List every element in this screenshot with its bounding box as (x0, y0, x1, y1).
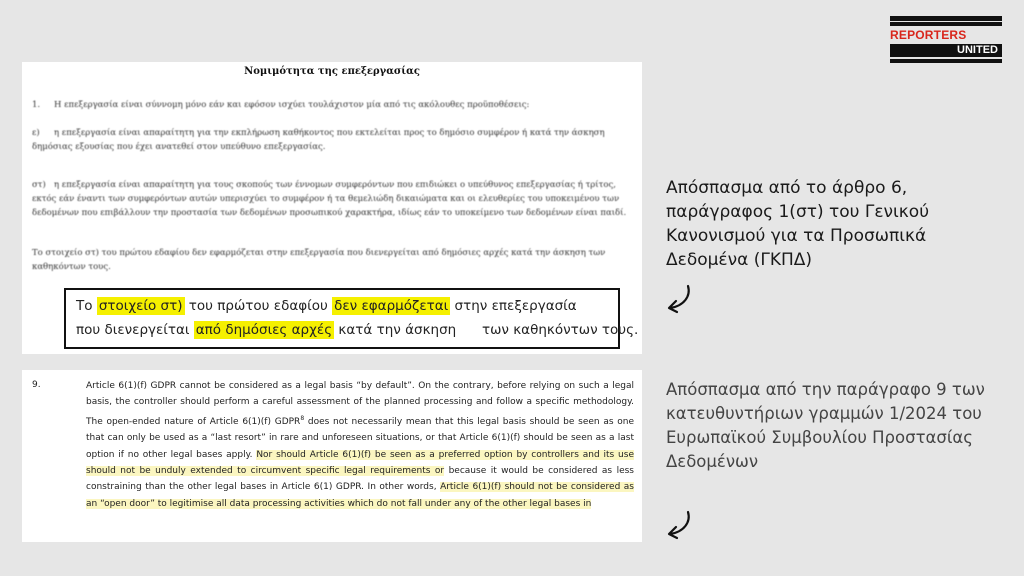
excerpt-title: Νομιμότητα της επεξεργασίας (244, 66, 420, 77)
paragraph-text: Το στοιχείο στ) του πρώτου εδαφίου δεν εφαρμόζεται στην επεξεργασία που διενεργείται από δημόσιες αρχές κατά την άσκηση των καθηκόντων τους. (32, 248, 606, 272)
zoom-text: στην επεξεργασία (450, 298, 577, 314)
zoom-text: που διενεργείται (76, 322, 194, 338)
curved-arrow-down-left-icon (664, 282, 698, 316)
zoom-line-2 (76, 322, 638, 338)
gdpr-article-excerpt (22, 62, 642, 354)
zoom-text: του πρώτου εδαφίου (184, 298, 333, 314)
edpb-guidelines-excerpt (22, 370, 642, 542)
logo-stripe (890, 59, 1002, 63)
paragraph-text: Η επεξεργασία είναι σύννομη μόνο εάν και εφόσον ισχύει τουλάχιστον μία από τις ακόλουθες προϋποθέσεις: (54, 100, 530, 110)
paragraph-number: ε) (32, 128, 40, 138)
paragraph-number: στ) (32, 180, 46, 190)
logo-text-reporters: REPORTERS (890, 28, 967, 42)
logo-text-united: UNITED (890, 44, 1002, 57)
paragraph-st (32, 178, 632, 220)
paragraph-e (32, 126, 632, 154)
zoom-text: κατά την άσκηση των καθηκόντων τους. (334, 322, 639, 338)
footnote-marker: 8 (300, 414, 305, 422)
plain-text: because it would be considered as less constraining than the other legal bases in Article 6(1) GDPR. In other words, (86, 466, 634, 493)
paragraph-1 (32, 98, 632, 112)
paragraph-text: η επεξεργασία είναι απαραίτητη για τους σκοπούς των έννομων συμφερόντων που επιδιώκει ο υπεύθυνος επεξεργασίας ή τρίτος, εκτός εάν έναντι των συμφερόντων αυτών υπερισχύει το συμφέρον ή τα θεμελιώδη δικαιώματα και οι ελευθερίες του υποκειμένου των δεδομένων που επιβάλλουν την προστασία των δεδομένων προσωπικού χαρακτήρα, ιδίως εάν το υποκείμενο των δεδομένων είναι παιδί. (32, 180, 627, 218)
caption-edpb: Απόσπασμα από την παράγραφο 9 των κατευθυντήριων γραμμών 1/2024 του Ευρωπαϊκού Συμβουλίου Προστασίας Δεδομένων (666, 380, 985, 471)
paragraph-text (86, 378, 634, 512)
zoom-highlight: δεν εφαρμόζεται (334, 298, 449, 314)
zoomed-highlight-box (64, 288, 639, 349)
reporters-united-logo (890, 16, 1002, 66)
zoom-text: Το (76, 298, 97, 314)
caption-gdpr: Απόσπασμα από το άρθρο 6, παράγραφος 1(στ) του Γενικού Κανονισμού για τα Προσωπικά Δεδομένα (ΓΚΠΔ) (666, 178, 930, 270)
curved-arrow-down-left-icon (664, 508, 698, 542)
paragraph-number: 1. (32, 100, 41, 110)
plain-text: Article 6(1)(f) GDPR cannot be considered as a legal basis “by default”. On the contrary, before relying on such a legal basis, the controller should perform a careful assessment of the planned processing and follow a specific methodology. The open-ended nature of Article 6(1)(f) GDPR (86, 381, 634, 427)
paragraph-number: 9. (32, 380, 41, 390)
highlighted-text: Nor should Article 6(1)(f) be seen as a preferred option by controllers and its use should not be unduly extended to circumvent specific legal requirements or (86, 449, 634, 477)
zoom-highlight: στοιχείο στ) (98, 298, 183, 314)
logo-stripe (890, 16, 1002, 21)
zoom-line-1 (76, 298, 577, 314)
highlighted-text: Article 6(1)(f) should not be considered as an “open door” to legitimise all data processing activities which do not fall under any of the other legal bases in (86, 482, 634, 509)
plain-text: does not necessarily mean that this legal basis should be seen as one that can only be used as a “last resort” in rare and unforeseen situations, or that Article 6(1)(f) should be seen as a last option if no other legal bases apply. (86, 416, 635, 460)
zoom-highlight: από δημόσιες αρχές (195, 322, 333, 338)
paragraph-text: η επεξεργασία είναι απαραίτητη για την εκπλήρωση καθήκοντος που εκτελείται προς το δημόσιο συμφέρον ή κατά την άσκηση δημόσιας εξουσίας που έχει ανατεθεί στον υπεύθυνο επεξεργασίας. (32, 128, 605, 152)
paragraph-closing (32, 246, 632, 274)
logo-stripe (890, 22, 1002, 26)
